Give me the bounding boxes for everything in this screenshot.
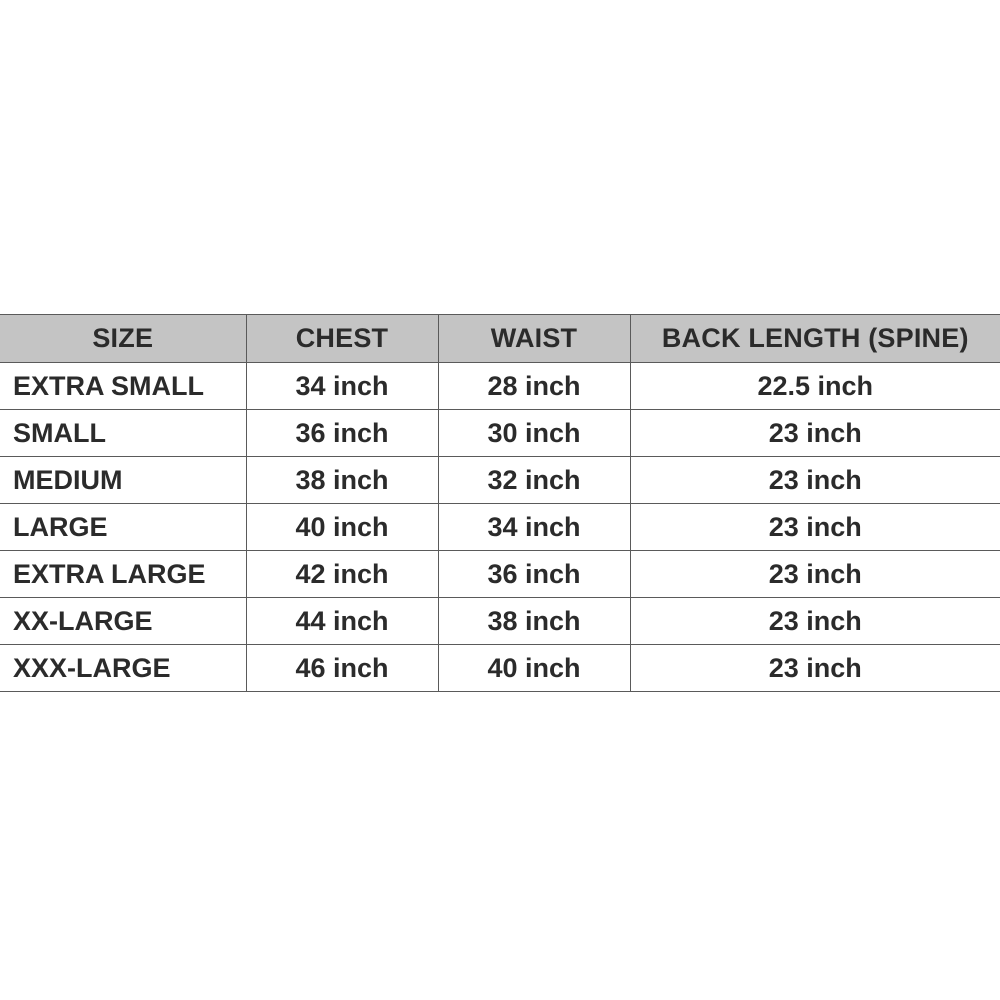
header-size: SIZE — [0, 315, 246, 363]
table-row — [0, 645, 1000, 692]
chest-cell: 40 inch — [246, 504, 438, 551]
chest-cell: 44 inch — [246, 598, 438, 645]
waist-cell: 36 inch — [438, 551, 630, 598]
waist-cell: 28 inch — [438, 363, 630, 410]
table-header — [0, 315, 1000, 363]
chest-cell: 46 inch — [246, 645, 438, 692]
size-cell: LARGE — [0, 504, 246, 551]
back-length-cell: 23 inch — [630, 645, 1000, 692]
size-cell: SMALL — [0, 410, 246, 457]
back-length-cell: 23 inch — [630, 551, 1000, 598]
chest-cell: 34 inch — [246, 363, 438, 410]
chest-cell: 42 inch — [246, 551, 438, 598]
table-row — [0, 363, 1000, 410]
header-row — [0, 315, 1000, 363]
waist-cell: 30 inch — [438, 410, 630, 457]
back-length-cell: 23 inch — [630, 410, 1000, 457]
table-row — [0, 551, 1000, 598]
table-row — [0, 598, 1000, 645]
table-body — [0, 363, 1000, 692]
size-cell: EXTRA SMALL — [0, 363, 246, 410]
table-row — [0, 504, 1000, 551]
table-row — [0, 410, 1000, 457]
waist-cell: 38 inch — [438, 598, 630, 645]
header-chest: CHEST — [246, 315, 438, 363]
waist-cell: 34 inch — [438, 504, 630, 551]
chest-cell: 38 inch — [246, 457, 438, 504]
waist-cell: 40 inch — [438, 645, 630, 692]
waist-cell: 32 inch — [438, 457, 630, 504]
size-cell: XX-LARGE — [0, 598, 246, 645]
header-waist: WAIST — [438, 315, 630, 363]
header-back-length: BACK LENGTH (SPINE) — [630, 315, 1000, 363]
back-length-cell: 23 inch — [630, 504, 1000, 551]
table-row — [0, 457, 1000, 504]
size-cell: MEDIUM — [0, 457, 246, 504]
size-cell: XXX-LARGE — [0, 645, 246, 692]
chest-cell: 36 inch — [246, 410, 438, 457]
back-length-cell: 22.5 inch — [630, 363, 1000, 410]
size-cell: EXTRA LARGE — [0, 551, 246, 598]
size-chart-table — [0, 314, 1000, 692]
back-length-cell: 23 inch — [630, 598, 1000, 645]
back-length-cell: 23 inch — [630, 457, 1000, 504]
